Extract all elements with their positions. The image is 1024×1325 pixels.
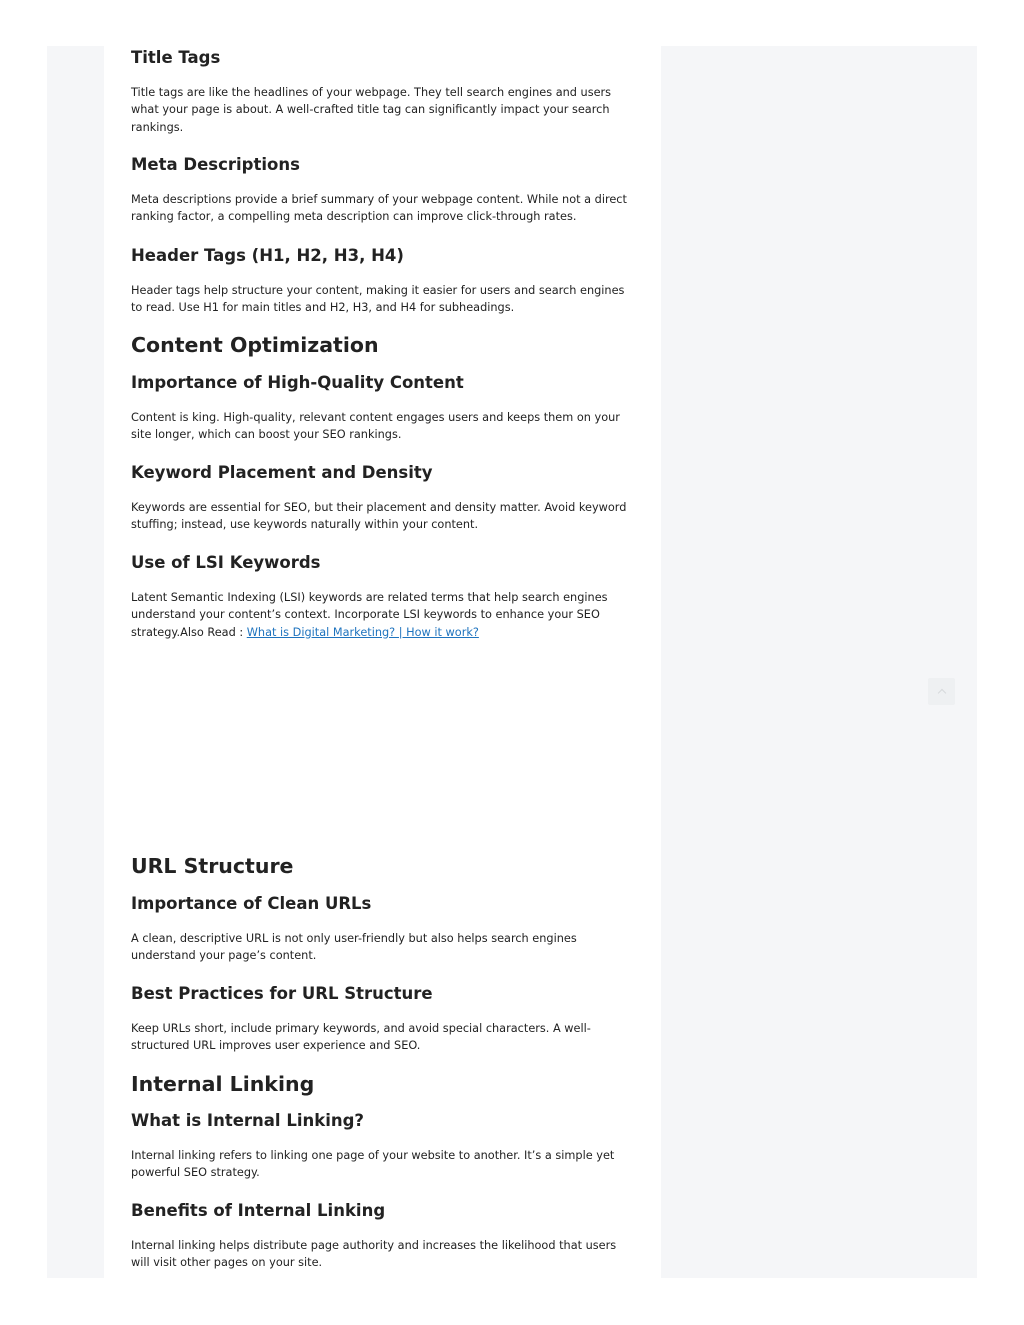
chevron-up-icon: [937, 689, 945, 697]
paragraph-url-best-practices: Keep URLs short, include primary keywords, and avoid special characters. A well-structured URL improves user experience and SEO.: [131, 1022, 591, 1053]
lsi-keywords-text: Latent Semantic Indexing (LSI) keywords are related terms that help search engines understand your content’s context. Incorporate LSI keywords to enhance your SEO strategy.: [131, 591, 608, 639]
scroll-to-top-button[interactable]: [928, 678, 955, 705]
heading-content-optimization: Content Optimization: [131, 333, 379, 357]
heading-internal-linking: Internal Linking: [131, 1072, 315, 1096]
paragraph-clean-urls: A clean, descriptive URL is not only user-friendly but also helps search engines understand your page’s content.: [131, 932, 577, 963]
blank-ad-space: [131, 658, 636, 848]
heading-benefits-internal-linking: Benefits of Internal Linking: [131, 1201, 386, 1220]
paragraph-header-tags: Header tags help structure your content, making it easier for users and search engines to read. Use H1 for main titles and H2, H3, and H4 for subheadings.: [131, 284, 625, 315]
content-column: [104, 46, 661, 1278]
heading-lsi-keywords: Use of LSI Keywords: [131, 553, 321, 572]
paragraph-meta-descriptions: Meta descriptions provide a brief summary of your webpage content. While not a direct ranking factor, a compelling meta description can improve click-through rates.: [131, 193, 627, 224]
paragraph-what-is-internal-linking: Internal linking refers to linking one page of your website to another. It’s a simple yet powerful SEO strategy.: [131, 1149, 615, 1180]
heading-keyword-placement: Keyword Placement and Density: [131, 463, 433, 482]
heading-high-quality-content: Importance of High-Quality Content: [131, 373, 464, 392]
paragraph-high-quality-content: Content is king. High-quality, relevant content engages users and keeps them on your site longer, which can boost your SEO rankings.: [131, 411, 620, 442]
heading-title-tags: Title Tags: [131, 48, 221, 67]
paragraph-title-tags: Title tags are like the headlines of your webpage. They tell search engines and users what your page is about. A well-crafted title tag can significantly impact your search rankings.: [131, 86, 612, 134]
heading-meta-descriptions: Meta Descriptions: [131, 155, 300, 174]
heading-what-is-internal-linking: What is Internal Linking?: [131, 1111, 364, 1130]
paragraph-benefits-internal-linking: Internal linking helps distribute page authority and increases the likelihood that users will visit other pages on your site.: [131, 1239, 617, 1270]
heading-url-structure: URL Structure: [131, 854, 294, 878]
heading-clean-urls: Importance of Clean URLs: [131, 894, 372, 913]
page-frame: [47, 46, 977, 1278]
also-read-label: Also Read :: [180, 625, 247, 639]
paragraph-lsi-keywords: [131, 589, 636, 641]
heading-header-tags: Header Tags (H1, H2, H3, H4): [131, 246, 404, 265]
heading-url-best-practices: Best Practices for URL Structure: [131, 984, 433, 1003]
paragraph-keyword-placement: Keywords are essential for SEO, but their placement and density matter. Avoid keyword stuffing; instead, use keywords naturally within your content.: [131, 501, 627, 532]
also-read-link[interactable]: What is Digital Marketing? | How it work?: [246, 625, 479, 639]
